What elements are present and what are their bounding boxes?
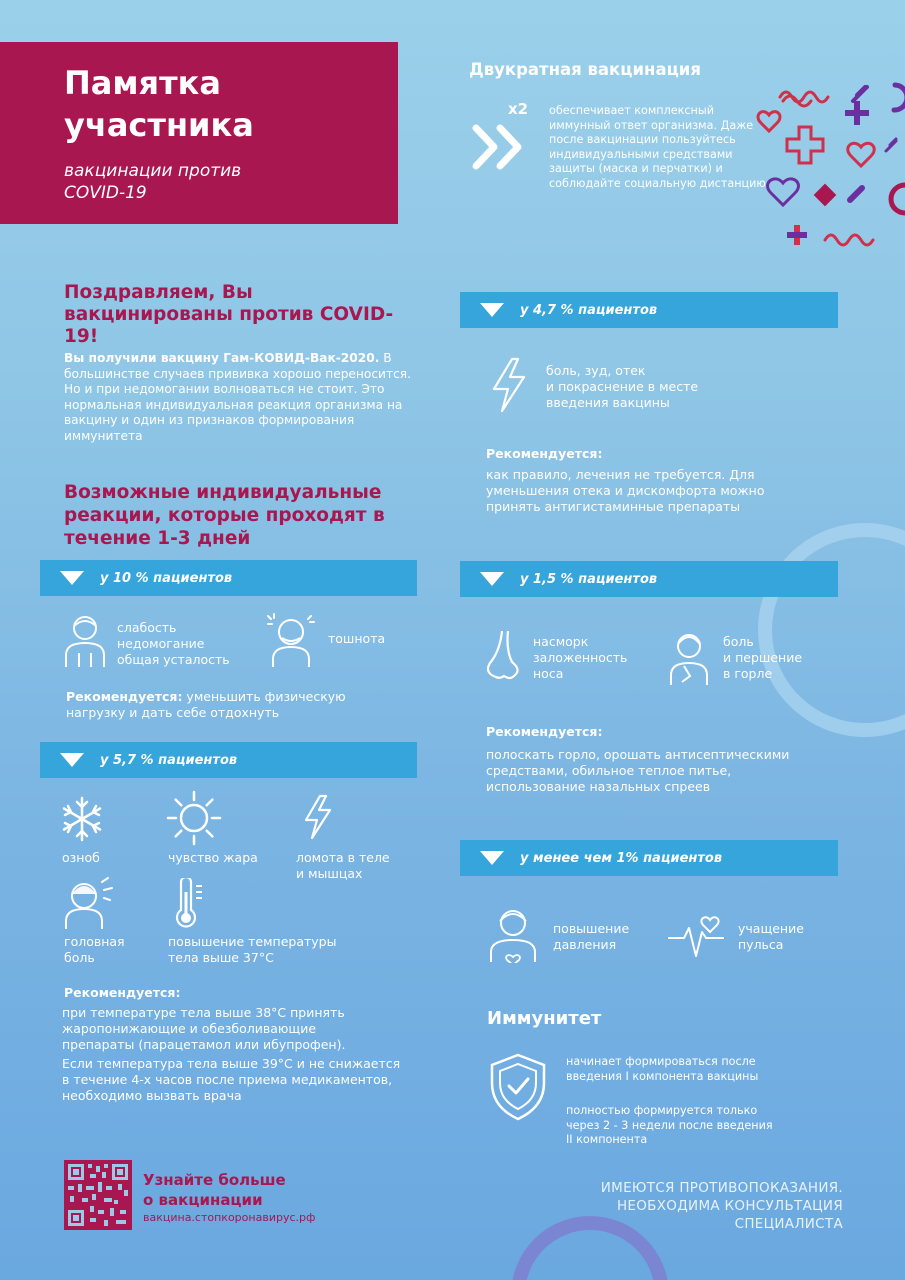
bar-less-1-percent xyxy=(460,840,838,876)
double-vaccination-text: обеспечивает комплексный иммунный ответ организма. Даже после вакцинации пользуйтесь индивидуальными средствами защиты (маска и перчатки) и соблюдайте социальную дистанцию xyxy=(549,104,766,190)
qr-code[interactable] xyxy=(64,1160,132,1230)
g47-s1: боль, зуд, отек xyxy=(546,363,646,378)
nausea-label: тошнота xyxy=(328,631,386,646)
headache-label xyxy=(64,934,125,966)
reactions-heading: Возможные индивидуальные реакции, которые проходят в течение 1-3 дней xyxy=(64,482,385,549)
website-link[interactable]: вакцина.стопкоронавирус.рф xyxy=(143,1211,316,1224)
congrats-text xyxy=(64,351,414,444)
shield-check-icon xyxy=(488,1052,548,1122)
immunity-text2: полностью формируется только через 2 - 3 недели после введения II компонента xyxy=(566,1104,773,1146)
bar-1-5-label: у 1,5 % пациентов xyxy=(520,571,658,587)
g1-h1: учащение xyxy=(738,921,804,936)
warning-line3: СПЕЦИАЛИСТА xyxy=(734,1216,843,1232)
snowflake-icon xyxy=(58,795,106,843)
chills-label: озноб xyxy=(62,850,100,865)
heart-pulse-icon xyxy=(666,908,726,960)
g57-rec-text: при температуре тела выше 38°С принять жаропонижающие и обезболивающие препараты (парацетамол или ибупрофен). xyxy=(62,1005,346,1052)
warning-line1: ИМЕЮТСЯ ПРОТИВОПОКАЗАНИЯ. xyxy=(600,1180,843,1196)
sun-icon xyxy=(166,790,222,846)
g57-rec-label: Рекомендуется: xyxy=(64,985,181,1000)
g15-n3: носа xyxy=(533,666,564,681)
triangle-down-icon xyxy=(480,303,504,317)
headache-line2: боль xyxy=(64,950,95,965)
triangle-down-icon xyxy=(60,571,84,585)
warning-line2: НЕОБХОДИМА КОНСУЛЬТАЦИЯ xyxy=(616,1198,843,1214)
heat-label: чувство жара xyxy=(168,850,258,865)
g57-rec-text2: Если температура тела выше 39°С и не снижается в течение 4-х часов после приема медикаментов, необходимо вызвать врача xyxy=(62,1056,401,1103)
bar-5-7-label: у 5,7 % пациентов xyxy=(100,752,238,768)
lightning-icon xyxy=(490,357,528,413)
g10-rec-text1: уменьшить физическую xyxy=(182,689,346,704)
thermometer-icon xyxy=(172,878,208,930)
person-tired-icon xyxy=(63,612,107,668)
g1-h2: пульса xyxy=(738,937,784,952)
g10-rec-label: Рекомендуется: xyxy=(66,689,183,704)
g1-p2: давления xyxy=(553,937,617,952)
headache-icon xyxy=(62,876,114,930)
immunity-heading: Иммунитет xyxy=(487,1008,602,1029)
double-chevron-icon xyxy=(470,122,530,172)
g15-t2: и першение xyxy=(723,650,803,665)
congrats-heading: Поздравляем, Вы вакцинированы против COVID-19! xyxy=(64,282,394,347)
g15-nose-symptoms xyxy=(533,634,627,682)
bar-less-1-label: у менее чем 1% пациентов xyxy=(520,850,723,866)
g47-s3: введения вакцины xyxy=(546,395,670,410)
g1-p1: повышение xyxy=(553,921,630,936)
g15-rec-label: Рекомендуется: xyxy=(486,724,603,739)
g1-pressure xyxy=(553,921,629,953)
bar-10-percent xyxy=(40,560,417,596)
triangle-down-icon xyxy=(480,572,504,586)
bar-5-7-percent xyxy=(40,742,417,778)
ache-line1: ломота в теле xyxy=(296,850,390,865)
double-vaccination-heading: Двукратная вакцинация xyxy=(469,60,701,79)
g10-s1: слабость xyxy=(117,620,177,635)
g15-t3: в горле xyxy=(723,666,773,681)
subtitle-line2: COVID-19 xyxy=(64,183,147,203)
g47-rec-text: как правило, лечения не требуется. Для уменьшения отека и дискомфорта можно принять антигистаминные препараты xyxy=(486,467,765,514)
subtitle-line1: вакцинации против xyxy=(64,161,242,181)
ache-line2: и мышцах xyxy=(296,866,363,881)
qr-code-pattern xyxy=(64,1160,132,1230)
x2-label: x2 xyxy=(508,100,529,118)
triangle-down-icon xyxy=(480,851,504,865)
bar-4-7-percent xyxy=(460,292,838,328)
title-block xyxy=(0,42,398,224)
immunity-text1: начинает формироваться после введения I компонента вакцины xyxy=(566,1055,759,1083)
title-line2: участника xyxy=(64,106,254,144)
g1-pulse xyxy=(738,921,804,953)
learn-more-line2: о вакцинации xyxy=(143,1191,263,1209)
nose-icon xyxy=(484,628,524,684)
sore-throat-icon xyxy=(668,628,710,686)
g15-t1: боль xyxy=(723,634,754,649)
bar-4-7-label: у 4,7 % пациентов xyxy=(520,302,658,318)
temp-line1: повышение температуры xyxy=(168,934,337,949)
bar-1-5-percent xyxy=(460,561,838,597)
g15-throat-symptoms xyxy=(723,634,802,682)
title-line1: Памятка xyxy=(64,64,221,102)
congrats-lead: Вы получили вакцину Гам-КОВИД-Вак-2020. xyxy=(64,351,380,365)
headache-line1: головная xyxy=(64,934,125,949)
nausea-face-icon xyxy=(264,612,318,668)
g10-s3: общая усталость xyxy=(117,652,230,667)
pressure-person-icon xyxy=(488,905,538,963)
g47-rec-label: Рекомендуется: xyxy=(486,446,603,461)
g15-n1: насморк xyxy=(533,634,589,649)
triangle-down-icon xyxy=(60,753,84,767)
g10-rec-text2: нагрузку и дать себе отдохнуть xyxy=(66,705,280,720)
g15-n2: заложенность xyxy=(533,650,628,665)
learn-more-line1: Узнайте больше xyxy=(143,1171,286,1189)
lightning-icon xyxy=(302,794,334,840)
g10-symptoms xyxy=(117,620,230,668)
learn-more[interactable] xyxy=(143,1170,286,1210)
ache-label xyxy=(296,850,390,882)
temperature-label xyxy=(168,934,337,966)
g47-s2: и покраснение в месте xyxy=(546,379,699,394)
g47-symptoms xyxy=(546,363,698,411)
contraindications-warning xyxy=(503,1179,843,1233)
g10-s2: недомогание xyxy=(117,636,205,651)
temp-line2: тела выше 37°С xyxy=(168,950,274,965)
decorative-medical-icons xyxy=(755,75,905,260)
bar-10-label: у 10 % пациентов xyxy=(100,570,233,586)
congrats-body: В большинстве случаев прививка хорошо переносится. Но и при недомогании волноваться не стоит. Это нормальная индивидуальная реакция организма на вакцину и один из признаков формирования иммунитета xyxy=(64,351,411,443)
g15-rec-text: полоскать горло, орошать антисептическими средствами, обильное теплое питье, использование назальных спреев xyxy=(486,747,790,794)
g10-recommendation xyxy=(66,689,406,721)
